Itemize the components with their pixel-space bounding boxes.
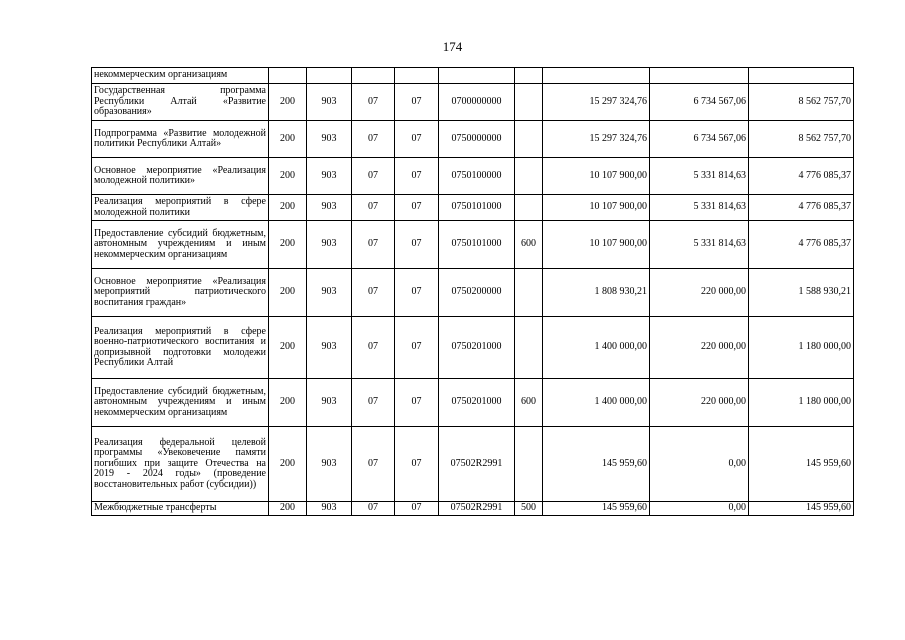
col-sum1: 10 107 900,00 bbox=[543, 195, 650, 221]
col-rz: 07 bbox=[352, 195, 395, 221]
table-row bbox=[92, 195, 854, 221]
table-row bbox=[92, 68, 854, 84]
col-pr: 07 bbox=[395, 502, 439, 516]
col-sum3: 8 562 757,70 bbox=[749, 84, 854, 121]
col-vr bbox=[515, 84, 543, 121]
row-name: Основное мероприятие «Реализация молодежной политики» bbox=[92, 158, 269, 195]
row-name: Основное мероприятие «Реализация мероприятий патриотического воспитания граждан» bbox=[92, 269, 269, 317]
table-row bbox=[92, 84, 854, 121]
col-gr: 200 bbox=[269, 84, 307, 121]
col-sum3: 1 180 000,00 bbox=[749, 379, 854, 427]
row-name: Реализация мероприятий в сфере молодежной политики bbox=[92, 195, 269, 221]
col-sum3 bbox=[749, 68, 854, 84]
col-rz: 07 bbox=[352, 269, 395, 317]
col-vr bbox=[515, 195, 543, 221]
col-rz: 07 bbox=[352, 502, 395, 516]
table-row bbox=[92, 269, 854, 317]
col-pr: 07 bbox=[395, 427, 439, 502]
col-ved bbox=[307, 68, 352, 84]
col-pr: 07 bbox=[395, 269, 439, 317]
table-row bbox=[92, 121, 854, 158]
col-ved: 903 bbox=[307, 195, 352, 221]
row-name: Предоставление субсидий бюджетным, автономным учреждениям и иным некоммерческим организациям bbox=[92, 379, 269, 427]
col-ved: 903 bbox=[307, 379, 352, 427]
table-row bbox=[92, 158, 854, 195]
table-row bbox=[92, 379, 854, 427]
col-sum3: 1 588 930,21 bbox=[749, 269, 854, 317]
col-vr bbox=[515, 68, 543, 84]
col-gr: 200 bbox=[269, 269, 307, 317]
table-row bbox=[92, 427, 854, 502]
col-vr bbox=[515, 427, 543, 502]
col-sum3: 145 959,60 bbox=[749, 427, 854, 502]
col-sum2: 0,00 bbox=[650, 502, 749, 516]
col-sum3: 145 959,60 bbox=[749, 502, 854, 516]
col-gr: 200 bbox=[269, 317, 307, 379]
col-csr: 0750201000 bbox=[439, 379, 515, 427]
col-gr: 200 bbox=[269, 121, 307, 158]
col-gr: 200 bbox=[269, 427, 307, 502]
row-name: Государственная программа Республики Алтай «Развитие образования» bbox=[92, 84, 269, 121]
row-name: Реализация федеральной целевой программы «Увековечение памяти погибших при защите Отечества на 2019 - 2024 годы» (проведение восстановительных работ (субсидии)) bbox=[92, 427, 269, 502]
table-row bbox=[92, 221, 854, 269]
col-ved: 903 bbox=[307, 269, 352, 317]
col-sum1: 10 107 900,00 bbox=[543, 221, 650, 269]
col-vr bbox=[515, 158, 543, 195]
col-csr: 07502R2991 bbox=[439, 427, 515, 502]
col-sum2 bbox=[650, 68, 749, 84]
col-csr: 0700000000 bbox=[439, 84, 515, 121]
col-csr: 0750200000 bbox=[439, 269, 515, 317]
col-pr: 07 bbox=[395, 195, 439, 221]
col-gr: 200 bbox=[269, 502, 307, 516]
col-csr: 0750000000 bbox=[439, 121, 515, 158]
col-gr: 200 bbox=[269, 221, 307, 269]
col-gr: 200 bbox=[269, 195, 307, 221]
col-ved: 903 bbox=[307, 158, 352, 195]
col-sum2: 220 000,00 bbox=[650, 269, 749, 317]
col-ved: 903 bbox=[307, 121, 352, 158]
col-csr: 07502R2991 bbox=[439, 502, 515, 516]
col-ved: 903 bbox=[307, 427, 352, 502]
col-sum2: 6 734 567,06 bbox=[650, 84, 749, 121]
col-vr: 500 bbox=[515, 502, 543, 516]
col-pr: 07 bbox=[395, 379, 439, 427]
col-sum2: 5 331 814,63 bbox=[650, 158, 749, 195]
col-sum3: 4 776 085,37 bbox=[749, 195, 854, 221]
col-pr: 07 bbox=[395, 121, 439, 158]
col-gr: 200 bbox=[269, 158, 307, 195]
col-vr: 600 bbox=[515, 221, 543, 269]
col-gr: 200 bbox=[269, 379, 307, 427]
col-rz: 07 bbox=[352, 317, 395, 379]
col-ved: 903 bbox=[307, 317, 352, 379]
row-name: Реализация мероприятий в сфере военно-патриотического воспитания и допризывной подготовки молодежи Республики Алтай bbox=[92, 317, 269, 379]
col-sum3: 4 776 085,37 bbox=[749, 221, 854, 269]
col-sum2: 5 331 814,63 bbox=[650, 195, 749, 221]
col-sum1: 145 959,60 bbox=[543, 427, 650, 502]
col-csr bbox=[439, 68, 515, 84]
col-rz: 07 bbox=[352, 379, 395, 427]
row-name: некоммерческим организациям bbox=[92, 68, 269, 84]
col-sum2: 220 000,00 bbox=[650, 379, 749, 427]
col-sum1: 1 400 000,00 bbox=[543, 379, 650, 427]
col-gr bbox=[269, 68, 307, 84]
col-pr: 07 bbox=[395, 158, 439, 195]
col-rz: 07 bbox=[352, 427, 395, 502]
col-rz bbox=[352, 68, 395, 84]
row-name: Подпрограмма «Развитие молодежной политики Республики Алтай» bbox=[92, 121, 269, 158]
col-sum3: 8 562 757,70 bbox=[749, 121, 854, 158]
col-sum3: 4 776 085,37 bbox=[749, 158, 854, 195]
col-rz: 07 bbox=[352, 121, 395, 158]
col-sum2: 5 331 814,63 bbox=[650, 221, 749, 269]
col-pr: 07 bbox=[395, 221, 439, 269]
col-pr: 07 bbox=[395, 317, 439, 379]
col-sum1: 10 107 900,00 bbox=[543, 158, 650, 195]
col-sum2: 0,00 bbox=[650, 427, 749, 502]
col-sum1: 15 297 324,76 bbox=[543, 84, 650, 121]
col-sum1 bbox=[543, 68, 650, 84]
col-sum2: 220 000,00 bbox=[650, 317, 749, 379]
col-vr bbox=[515, 317, 543, 379]
col-ved: 903 bbox=[307, 221, 352, 269]
col-csr: 0750101000 bbox=[439, 195, 515, 221]
col-csr: 0750100000 bbox=[439, 158, 515, 195]
col-ved: 903 bbox=[307, 84, 352, 121]
budget-table bbox=[91, 67, 854, 516]
col-pr bbox=[395, 68, 439, 84]
col-sum1: 145 959,60 bbox=[543, 502, 650, 516]
col-rz: 07 bbox=[352, 84, 395, 121]
page-number: 174 bbox=[442, 39, 463, 54]
col-ved: 903 bbox=[307, 502, 352, 516]
col-rz: 07 bbox=[352, 221, 395, 269]
table-row bbox=[92, 317, 854, 379]
col-vr bbox=[515, 121, 543, 158]
table-row bbox=[92, 502, 854, 516]
row-name: Межбюджетные трансферты bbox=[92, 502, 269, 516]
col-csr: 0750201000 bbox=[439, 317, 515, 379]
col-vr bbox=[515, 269, 543, 317]
col-sum1: 1 400 000,00 bbox=[543, 317, 650, 379]
row-name: Предоставление субсидий бюджетным, автономным учреждениям и иным некоммерческим организациям bbox=[92, 221, 269, 269]
col-csr: 0750101000 bbox=[439, 221, 515, 269]
col-sum1: 1 808 930,21 bbox=[543, 269, 650, 317]
col-sum3: 1 180 000,00 bbox=[749, 317, 854, 379]
col-sum1: 15 297 324,76 bbox=[543, 121, 650, 158]
col-pr: 07 bbox=[395, 84, 439, 121]
col-sum2: 6 734 567,06 bbox=[650, 121, 749, 158]
col-vr: 600 bbox=[515, 379, 543, 427]
col-rz: 07 bbox=[352, 158, 395, 195]
